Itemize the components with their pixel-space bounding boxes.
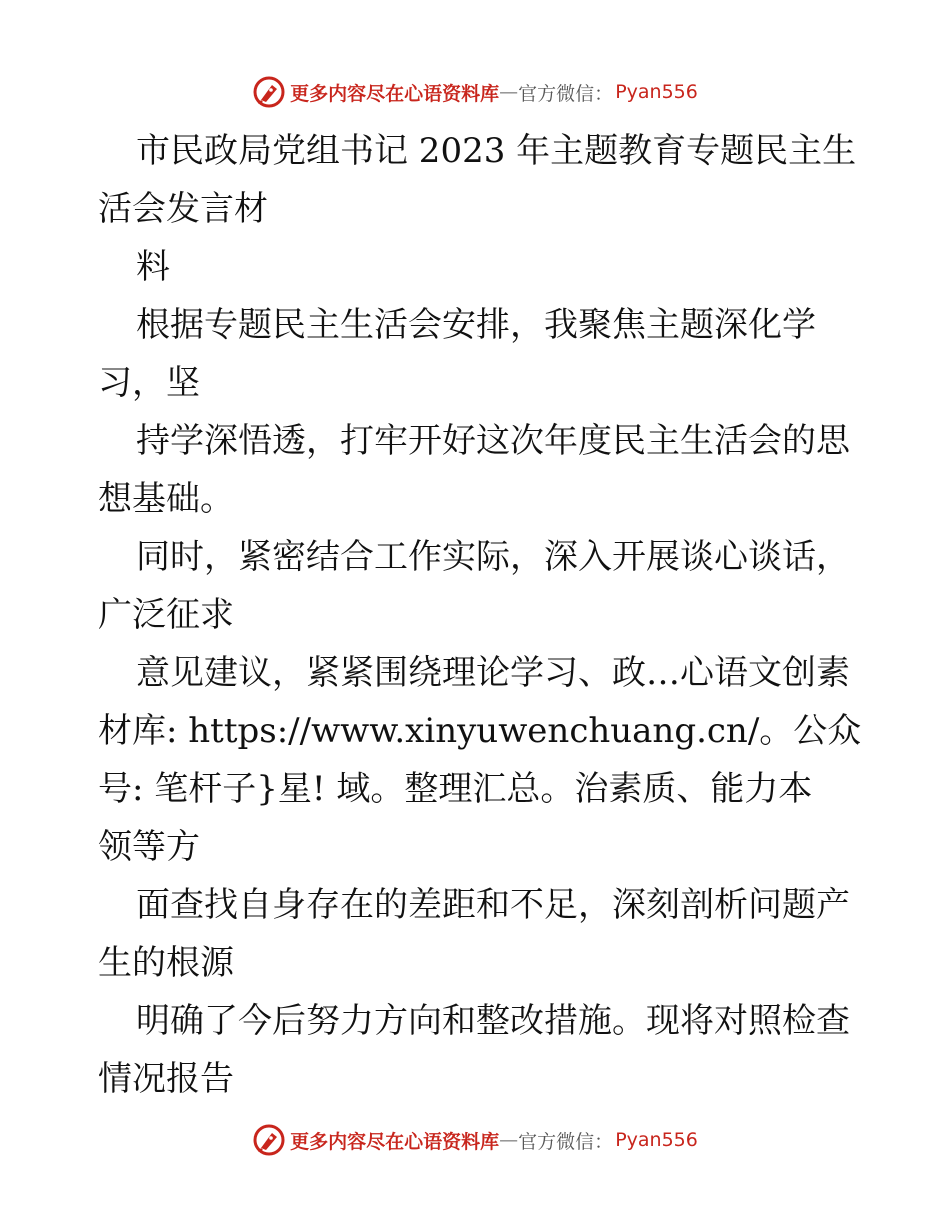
watermark-wechat-label: 官方微信： (518, 1130, 614, 1153)
pen-nib-logo-icon (252, 75, 286, 109)
paragraph-line: 广泛征求 (98, 595, 234, 635)
watermark-main-text: 更多内容尽在心语资料库 (290, 82, 500, 105)
paragraph-line: 想基础。 (98, 479, 234, 519)
footer-watermark (0, 1120, 950, 1160)
watermark-wechat-label: 官方微信： (518, 82, 614, 105)
title-line-3: 料 (136, 247, 170, 287)
header-watermark (0, 72, 950, 112)
paragraph-line: 意见建议，紧紧围绕理论学习、政…心语文创素 (136, 653, 850, 693)
paragraph-line: 持学深悟透，打牢开好这次年度民主生活会的思 (136, 421, 850, 461)
watermark-dash: — (499, 1129, 519, 1151)
watermark-dash: — (499, 81, 519, 103)
document-body (98, 122, 862, 1108)
paragraph-line: 明确了今后努力方向和整改措施。现将对照检查 (136, 1001, 850, 1041)
title-line-2: 活会发言材 (98, 189, 268, 229)
paragraph-line: 情况报告 (98, 1059, 234, 1099)
paragraph-line: 号: 笔杆子}星! 域。整理汇总。治素质、能力本 (98, 769, 813, 809)
watermark-wechat-id: Pyan556 (615, 1129, 698, 1151)
paragraph-line: 领等方 (98, 827, 200, 867)
paragraph-line: 习，坚 (98, 363, 200, 403)
paragraph-line: 根据专题民主生活会安排，我聚焦主题深化学 (136, 305, 816, 345)
pen-nib-logo-icon (252, 1123, 286, 1157)
watermark-wechat-id: Pyan556 (615, 81, 698, 103)
watermark-main-text: 更多内容尽在心语资料库 (290, 1130, 500, 1153)
title-line-1: 市民政局党组书记 2023 年主题教育专题民主生 (136, 131, 857, 171)
paragraph-line: 生的根源 (98, 943, 234, 983)
paragraph-line: 材库: https://www.xinyuwenchuang.cn/。公众 (98, 711, 862, 751)
paragraph-line: 同时，紧密结合工作实际，深入开展谈心谈话， (136, 537, 850, 577)
paragraph-line: 面查找自身存在的差距和不足，深刻剖析问题产 (136, 885, 850, 925)
